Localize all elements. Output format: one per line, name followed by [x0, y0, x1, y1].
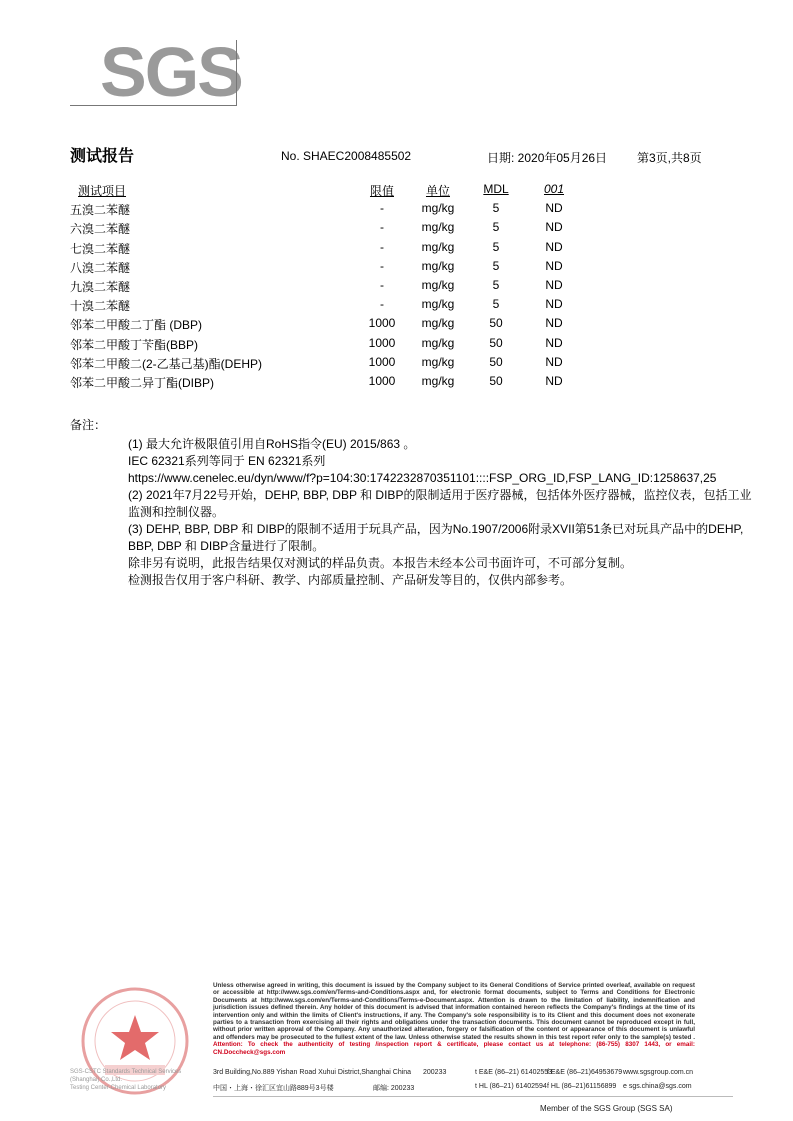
cell-item: 六溴二苯醚 [70, 222, 131, 237]
table-row [70, 297, 630, 316]
seal-caption-line: SGS-CSTC Standards Technical Services (Shanghai) Co.,Ltd. [70, 1069, 182, 1083]
notes [128, 436, 753, 589]
table-row [70, 336, 630, 355]
note-link[interactable]: https://www.cenelec.eu/dyn/www/f?p=104:30:1742232870351101::::FSP_ORG_ID,FSP_LANG_ID:1258637,25 [128, 471, 717, 485]
page-indicator: 第3页,共8页 [637, 151, 702, 165]
cell-unit: mg/kg [421, 239, 455, 254]
cell-result: ND [545, 220, 563, 235]
note-item: (1) 最大允许极限值引用自RoHS指令(EU) 2015/863 。 [128, 437, 416, 451]
seal-caption-line: Testing Center-Chemical Laboratory [70, 1085, 167, 1091]
phone-ee: t E&E (86–21) 61402553 [475, 1069, 553, 1076]
zip-cn: 邮编: 200233 [373, 1085, 415, 1092]
table-row [70, 201, 630, 220]
cell-result: ND [545, 277, 563, 292]
cell-mdl: 50 [489, 335, 503, 350]
results-table [70, 182, 630, 393]
fax-ee: f E&E (86–21)64953679 [547, 1069, 623, 1076]
logo-rule-horizontal [70, 105, 236, 106]
seal-caption [70, 1068, 190, 1092]
cell-item: 十溴二苯醚 [70, 299, 131, 314]
cell-item: 七溴二苯醚 [70, 241, 131, 256]
cell-limit: 1000 [368, 354, 396, 369]
cell-item: 邻苯二甲酸二丁酯 (DBP) [70, 318, 203, 333]
cell-unit: mg/kg [421, 277, 455, 292]
cell-limit: - [380, 201, 384, 216]
col-header-limit: 限值 [369, 184, 394, 198]
table-row [70, 316, 630, 335]
table-row [70, 240, 630, 259]
website[interactable]: www.sgsgroup.com.cn [623, 1069, 694, 1076]
cell-mdl: 5 [492, 220, 500, 235]
footer-divider [213, 1096, 733, 1097]
cell-result: ND [545, 354, 563, 369]
member-line: Member of the SGS Group (SGS SA) [540, 1104, 673, 1113]
cell-item: 邻苯二甲酸二(2-乙基己基)酯(DEHP) [70, 356, 262, 371]
cell-limit: - [380, 239, 384, 254]
phone-hl: t HL (86–21) 61402594 [475, 1083, 547, 1090]
cell-result: ND [545, 258, 563, 273]
note-item: (3) DEHP, BBP, DBP 和 DIBP的限制不适用于玩具产品，因为No.1907/2006附录XVII第51条已对玩具产品中的DEHP, BBP, DBP 和 DIBP含量进行了限制。 [128, 522, 744, 553]
cell-item: 九溴二苯醚 [70, 279, 131, 294]
cell-limit: - [380, 297, 384, 312]
note-item: IEC 62321系列等同于 EN 62321系列 [128, 454, 326, 468]
col-header-item: 测试项目 [78, 184, 127, 198]
cell-unit: mg/kg [421, 335, 455, 350]
logo-rule-vertical [236, 40, 237, 106]
address-en: 3rd Building,No.889 Yishan Road Xuhui District,Shanghai China [213, 1069, 412, 1076]
address-cn: 中国・上海・徐汇区宜山路889号3号楼 [213, 1085, 334, 1092]
cell-result: ND [545, 316, 563, 331]
logo-text: SGS [100, 33, 242, 111]
cell-mdl: 5 [492, 297, 500, 312]
cell-unit: mg/kg [421, 354, 455, 369]
cell-mdl: 50 [489, 373, 503, 388]
col-header-unit: 单位 [425, 184, 450, 198]
email[interactable]: e sgs.china@sgs.com [623, 1083, 692, 1090]
cell-unit: mg/kg [421, 201, 455, 216]
note-item: 除非另有说明，此报告结果仅对测试的样品负责。本报告未经本公司书面许可，不可部分复制。 [128, 556, 633, 570]
cell-unit: mg/kg [421, 258, 455, 273]
cell-limit: 1000 [368, 335, 396, 350]
table-row [70, 374, 630, 393]
cell-result: ND [545, 201, 563, 216]
zip-en: 200233 [423, 1069, 447, 1076]
cell-limit: 1000 [368, 373, 396, 388]
cell-unit: mg/kg [421, 316, 455, 331]
cell-unit: mg/kg [421, 373, 455, 388]
cell-mdl: 5 [492, 201, 500, 216]
legal-disclaimer [213, 982, 695, 1056]
cell-mdl: 5 [492, 239, 500, 254]
cell-item: 邻苯二甲酸丁苄酯(BBP) [70, 337, 199, 352]
col-header-sample: 001 [543, 182, 565, 196]
cell-unit: mg/kg [421, 297, 455, 312]
table-row [70, 355, 630, 374]
note-item: (2) 2021年7月22号开始，DEHP, BBP, DBP 和 DIBP的限制适用于医疗器械，包括体外医疗器械，监控仪表，包括工业监测和控制仪器。 [128, 488, 752, 519]
cell-mdl: 5 [492, 258, 500, 273]
note-item: 检测报告仅用于客户科研、教学、内部质量控制、产品研发等目的，仅供内部参考。 [128, 573, 573, 587]
cell-unit: mg/kg [421, 220, 455, 235]
report-title: 测试报告 [70, 148, 135, 165]
report-date: 日期: 2020年05月26日 [487, 151, 608, 165]
cell-mdl: 50 [489, 354, 503, 369]
cell-item: 邻苯二甲酸二异丁酯(DIBP) [70, 375, 215, 390]
table-row [70, 278, 630, 297]
cell-result: ND [545, 297, 563, 312]
cell-limit: - [380, 277, 384, 292]
col-header-mdl: MDL [483, 182, 509, 196]
authenticity-notice: Attention: To check the authenticity of testing /inspection report & certificate, please contact us at telephone: (86-755) 8307 1443, or email: CN.Doccheck@sgs.com [213, 1041, 695, 1056]
cell-mdl: 50 [489, 316, 503, 331]
cell-result: ND [545, 239, 563, 254]
table-header [70, 182, 630, 201]
table-row [70, 220, 630, 239]
legal-text: Unless otherwise agreed in writing, this document is issued by the Company subject to its General Conditions of Service printed overleaf, available on request or accessible at http://www.sgs.com/en/Terms-and-Conditions.aspx and, for electronic format documents, subject to Terms and Conditions for Electronic Documents at http://www.sgs.com/en/Terms-and-Conditions/Terms-e-Document.aspx. Attention is drawn to the limitation of liability, indemnification and jurisdiction issues defined therein. Any holder of this document is advised that information contained hereon reflects the Company's findings at the time of its intervention only and within the limits of Client's instructions, if any. The Company's sole responsibility is to its Client and this document does not exonerate parties to a transaction from exercising all their rights and obligations under the transaction documents. This document cannot be reproduced except in full, without prior written approval of the Company. Any unauthorized alteration, forgery or falsification of the content or appearance of this document is unlawful and offenders may be prosecuted to the fullest extent of the law. Unless otherwise stated the results shown in this test report refer only to the sample(s) tested . [213, 982, 695, 1041]
cell-result: ND [545, 373, 563, 388]
table-row [70, 259, 630, 278]
fax-hl: f HL (86–21)61156899 [547, 1083, 617, 1090]
sgs-logo [70, 33, 242, 111]
cell-limit: 1000 [368, 316, 396, 331]
report-number: No. SHAEC2008485502 [281, 149, 412, 163]
cell-result: ND [545, 335, 563, 350]
cell-item: 八溴二苯醚 [70, 260, 131, 275]
cell-limit: - [380, 258, 384, 273]
notes-label: 备注： [70, 418, 107, 432]
cell-limit: - [380, 220, 384, 235]
cell-mdl: 5 [492, 277, 500, 292]
cell-item: 五溴二苯醚 [70, 203, 131, 218]
